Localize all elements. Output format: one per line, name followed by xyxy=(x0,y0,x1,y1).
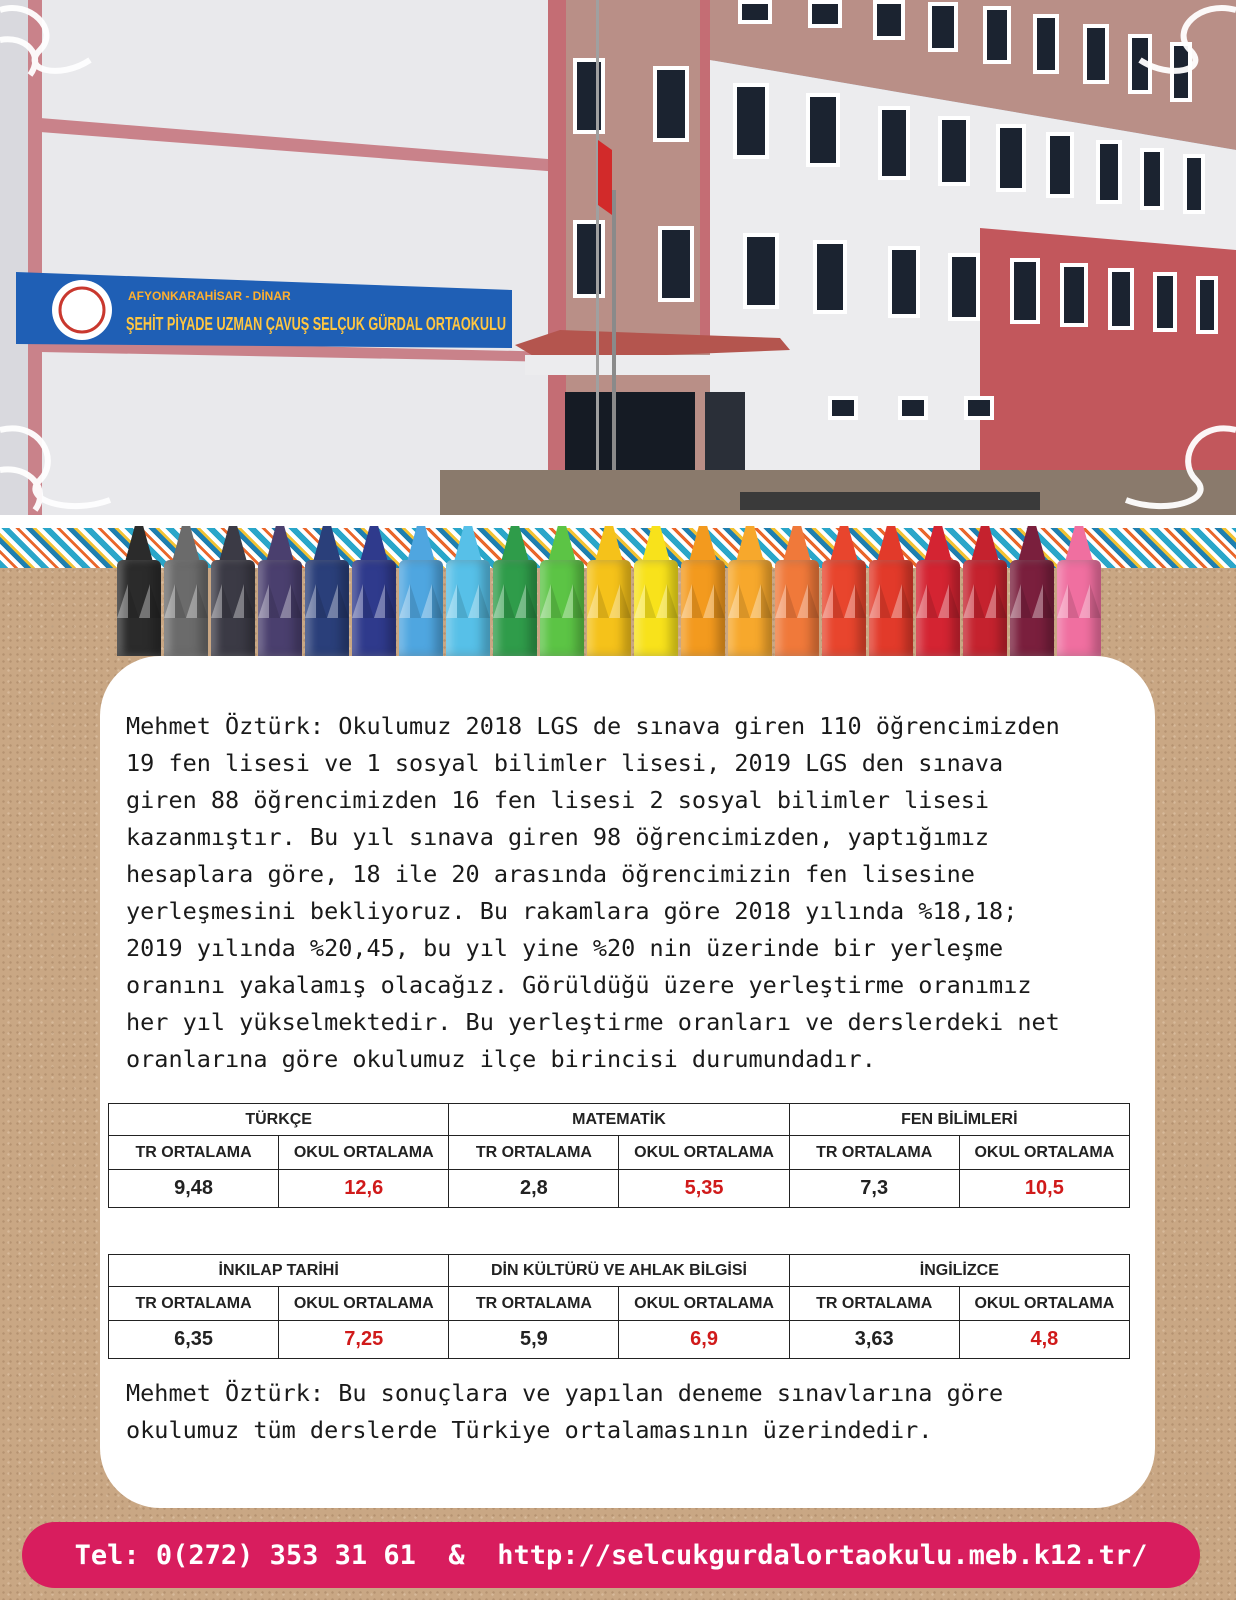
subject-header: İNKILAP TARİHİ xyxy=(109,1255,449,1287)
crayon-icon xyxy=(587,526,631,656)
crayon-icon xyxy=(728,526,772,656)
sign-line2: ŞEHİT PİYADE UZMAN ÇAVUŞ SELÇUK GÜRDAL ORTAOKULU xyxy=(126,314,506,334)
contact-footer xyxy=(22,1522,1200,1588)
tr-average-header: TR ORTALAMA xyxy=(109,1136,279,1170)
intro-paragraph: Mehmet Öztürk: Okulumuz 2018 LGS de sınava giren 110 öğrencimizden 19 fen lisesi ve 1 sosyal bilimler lisesi, 2019 LGS den sınava giren 88 öğrencimizden 16 fen lisesi 2 sosyal bilimler lisesi kazanmıştır. Bu yıl sınava giren 98 öğrencimizden, yaptığımız hesaplara göre, 18 ile 20 arasında öğrencimizin fen lisesine yerleşmesini bekliyoruz. Bu rakamlara göre 2018 yılında %18,18; 2019 yılında %20,45, bu yıl yine %20 nin üzerinde bir yerleşme oranını yakalamış olacağız. Görüldüğü üzere yerleştirme oranımız her yıl yükselmektedir. Bu yerleştirme oranları ve derslerdeki net oranlarına göre okulumuz ilçe birincisi durumundadır. xyxy=(126,712,1060,1073)
school-building-illustration xyxy=(0,0,1236,530)
school-average-header: OKUL ORTALAMA xyxy=(279,1287,449,1321)
school-average-value: 10,5 xyxy=(959,1170,1129,1208)
tr-average-value: 7,3 xyxy=(789,1170,959,1208)
closing-paragraph: Mehmet Öztürk: Bu sonuçlara ve yapılan deneme sınavlarına göre okulumuz tüm derslerde Türkiye ortalamasının üzerindedir. xyxy=(126,1379,1004,1444)
crayon-icon xyxy=(963,526,1007,656)
crayon-icon xyxy=(869,526,913,656)
grades-table-1 xyxy=(108,1103,1130,1208)
school-average-header: OKUL ORTALAMA xyxy=(619,1136,789,1170)
crayon-icon xyxy=(117,526,161,656)
school-average-header: OKUL ORTALAMA xyxy=(959,1287,1129,1321)
subject-header: TÜRKÇE xyxy=(109,1104,449,1136)
crayon-icon xyxy=(305,526,349,656)
crayon-icon xyxy=(1010,526,1054,656)
tr-average-value: 9,48 xyxy=(109,1170,279,1208)
school-photo xyxy=(0,0,1236,530)
tr-average-value: 5,9 xyxy=(449,1321,619,1359)
contact-text: Tel: 0(272) 353 31 61 & http://selcukgurdalortaokulu.meb.k12.tr/ xyxy=(74,1539,1148,1571)
crayon-icon xyxy=(258,526,302,656)
crayon-icon xyxy=(352,526,396,656)
school-average-value: 4,8 xyxy=(959,1321,1129,1359)
crayon-icon xyxy=(446,526,490,656)
school-average-value: 7,25 xyxy=(279,1321,449,1359)
crayon-icon xyxy=(164,526,208,656)
school-average-header: OKUL ORTALAMA xyxy=(619,1287,789,1321)
tr-average-header: TR ORTALAMA xyxy=(109,1287,279,1321)
school-average-value: 6,9 xyxy=(619,1321,789,1359)
crayon-icon xyxy=(1057,526,1101,656)
school-average-header: OKUL ORTALAMA xyxy=(959,1136,1129,1170)
tr-average-header: TR ORTALAMA xyxy=(789,1287,959,1321)
subject-header: FEN BİLİMLERİ xyxy=(789,1104,1129,1136)
school-average-header: OKUL ORTALAMA xyxy=(279,1136,449,1170)
crayon-icon xyxy=(775,526,819,656)
crayon-icon xyxy=(681,526,725,656)
crayon-icon xyxy=(916,526,960,656)
grades-table-2 xyxy=(108,1254,1130,1359)
tr-average-header: TR ORTALAMA xyxy=(449,1136,619,1170)
tr-average-value: 2,8 xyxy=(449,1170,619,1208)
sign-line1: AFYONKARAHİSAR - DİNAR xyxy=(128,289,291,303)
school-average-value: 12,6 xyxy=(279,1170,449,1208)
crayon-row xyxy=(117,526,1137,656)
crayon-icon xyxy=(540,526,584,656)
tr-average-header: TR ORTALAMA xyxy=(789,1136,959,1170)
tr-average-value: 3,63 xyxy=(789,1321,959,1359)
tr-average-header: TR ORTALAMA xyxy=(449,1287,619,1321)
subject-header: DİN KÜLTÜRÜ VE AHLAK BİLGİSİ xyxy=(449,1255,789,1287)
tr-average-value: 6,35 xyxy=(109,1321,279,1359)
crayon-icon xyxy=(634,526,678,656)
subject-header: MATEMATİK xyxy=(449,1104,789,1136)
school-average-value: 5,35 xyxy=(619,1170,789,1208)
subject-header: İNGİLİZCE xyxy=(789,1255,1129,1287)
crayon-icon xyxy=(399,526,443,656)
crayon-icon xyxy=(211,526,255,656)
crayon-icon xyxy=(493,526,537,656)
crayon-icon xyxy=(822,526,866,656)
